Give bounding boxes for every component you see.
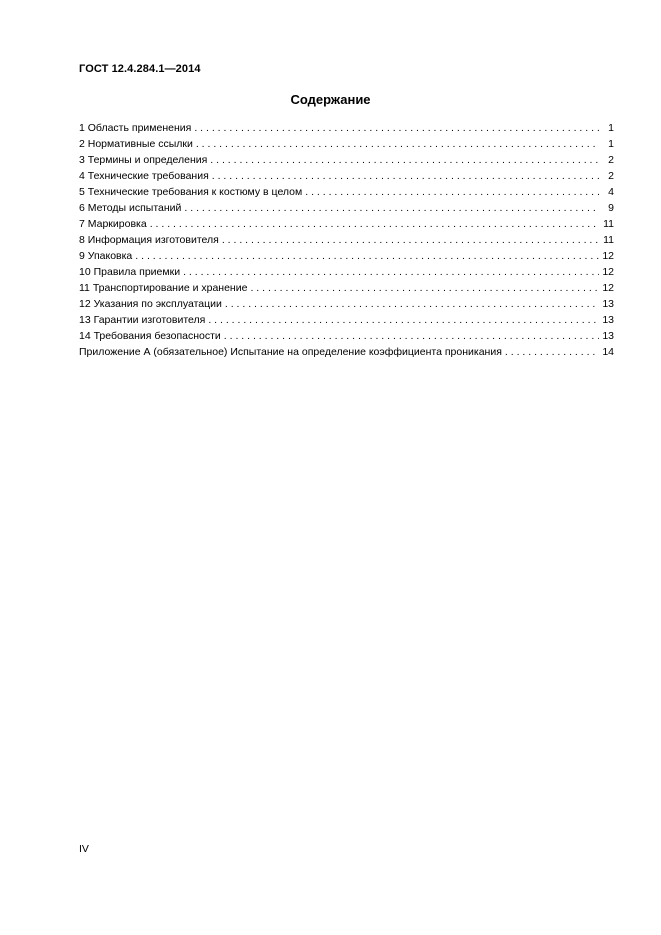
toc-entry-page: 13 bbox=[602, 298, 614, 310]
toc-entry bbox=[79, 120, 614, 136]
toc-entry-page: 9 bbox=[608, 202, 614, 214]
toc-entry-label: 3 Термины и определения bbox=[79, 154, 208, 166]
toc-entry-label: 13 Гарантии изготовителя bbox=[79, 314, 206, 326]
toc-entry-page: 4 bbox=[608, 186, 614, 198]
toc-entry-page: 1 bbox=[608, 138, 614, 150]
toc-entry-page: 12 bbox=[602, 250, 614, 262]
toc-leader-dots bbox=[194, 120, 599, 136]
toc-entry-page: 13 bbox=[602, 314, 614, 326]
toc-entry-label: 14 Требования безопасности bbox=[79, 330, 221, 342]
toc-entry-page: 12 bbox=[602, 282, 614, 294]
toc-entry-label: Приложение А (обязательное) Испытание на определение коэффициента проникания bbox=[79, 346, 502, 358]
toc-entry bbox=[79, 296, 614, 312]
toc-leader-dots bbox=[505, 344, 599, 360]
toc-leader-dots bbox=[135, 248, 599, 264]
toc-entry bbox=[79, 216, 614, 232]
toc-entry-page: 1 bbox=[608, 122, 614, 134]
toc-entry-label: 2 Нормативные ссылки bbox=[79, 138, 193, 150]
toc-leader-dots bbox=[184, 200, 599, 216]
toc-leader-dots bbox=[250, 280, 599, 296]
toc-entry bbox=[79, 328, 614, 344]
toc-leader-dots bbox=[183, 264, 599, 280]
toc-leader-dots bbox=[210, 152, 599, 168]
toc-entry bbox=[79, 200, 614, 216]
toc-leader-dots bbox=[305, 184, 599, 200]
toc-entry bbox=[79, 312, 614, 328]
toc-entry bbox=[79, 168, 614, 184]
document-code: ГОСТ 12.4.284.1—2014 bbox=[79, 63, 201, 75]
toc-entry bbox=[79, 184, 614, 200]
toc-entry-label: 4 Технические требования bbox=[79, 170, 209, 182]
toc-entry-label: 5 Технические требования к костюму в целом bbox=[79, 186, 303, 198]
toc-leader-dots bbox=[196, 136, 599, 152]
toc-entry bbox=[79, 344, 614, 360]
toc-entry bbox=[79, 248, 614, 264]
toc-leader-dots bbox=[224, 328, 599, 344]
toc-entry-label: 9 Упаковка bbox=[79, 250, 133, 262]
page-number: IV bbox=[79, 843, 89, 855]
toc-entry-page: 12 bbox=[602, 266, 614, 278]
toc-leader-dots bbox=[222, 232, 599, 248]
toc-entry bbox=[79, 136, 614, 152]
toc-leader-dots bbox=[208, 312, 599, 328]
toc-entry bbox=[79, 232, 614, 248]
toc-entry-label: 8 Информация изготовителя bbox=[79, 234, 219, 246]
toc-entry-page: 14 bbox=[602, 346, 614, 358]
toc-entry-label: 10 Правила приемки bbox=[79, 266, 181, 278]
toc-entry-page: 2 bbox=[608, 170, 614, 182]
toc-entry-label: 11 Транспортирование и хранение bbox=[79, 282, 248, 294]
toc-entry-label: 6 Методы испытаний bbox=[79, 202, 182, 214]
toc-entry-page: 11 bbox=[603, 218, 614, 230]
toc-entry bbox=[79, 152, 614, 168]
toc-leader-dots bbox=[212, 168, 599, 184]
toc-entry-page: 13 bbox=[602, 330, 614, 342]
toc-entry-label: 12 Указания по эксплуатации bbox=[79, 298, 222, 310]
toc-entry-page: 2 bbox=[608, 154, 614, 166]
toc-entry-page: 11 bbox=[603, 234, 614, 246]
toc-entry-label: 1 Область применения bbox=[79, 122, 192, 134]
toc-entry bbox=[79, 280, 614, 296]
toc-entry-label: 7 Маркировка bbox=[79, 218, 147, 230]
table-of-contents bbox=[79, 120, 614, 360]
toc-title: Содержание bbox=[290, 92, 371, 107]
toc-leader-dots bbox=[150, 216, 599, 232]
toc-leader-dots bbox=[225, 296, 599, 312]
toc-entry bbox=[79, 264, 614, 280]
